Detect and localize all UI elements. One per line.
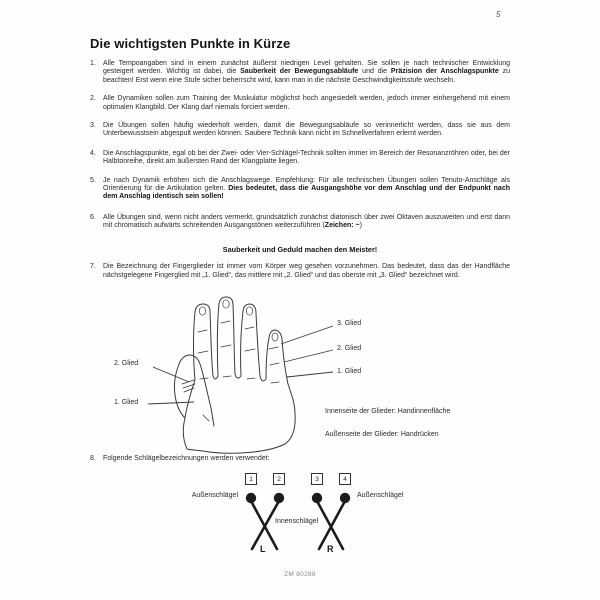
item-text [103,60,510,85]
list-item-3 [90,122,510,139]
hand-figure [90,290,510,460]
item-number: 1. [90,60,96,67]
list-item-2 [90,95,510,112]
text-segment: zu beachten! Erst wenn eine Stufe sicher beherrscht wird, kann man in die nächste Geschwindigkeitsstufe wechseln. [103,68,510,84]
mallets-illustration [90,468,510,566]
outer-mallet-label-right: Außenschlägel [357,492,404,499]
item-number: 4. [90,149,96,157]
right-hand-letter: R [327,544,334,554]
list-item-5 [90,177,510,202]
outer-mallet-label-left: Außenschlägel [191,492,238,499]
item-text: Die Übungen sollen häufig wiederholt werden, damit die Bewegungsabläufe so verinnerlicht werden, dass sie aus dem Unterbewusstsein abgespult werden können. Saubere Technik kann nicht im Schnellverfahren erlernt werden. [103,122,510,138]
item-number: 8. [90,455,96,462]
points-list [90,60,510,290]
item-text [103,214,510,231]
outer-side-note: Außenseite der Glieder: Handrücken [325,431,439,438]
text-segment-bold: Dies bedeutet, dass die Ausgangshöhe vor dem Anschlag und der Endpunkt nach dem Anschlag identisch sein sollen! [103,185,510,201]
item-text [103,177,510,202]
glied-label-left-2: 2. Glied [114,360,139,367]
catalog-number: ZM 80288 [284,571,316,578]
hand-illustration [90,290,510,460]
text-segment-bold: Zeichen: ~ [324,222,360,230]
inner-side-note: Innenseite der Glieder: Handinnenfläche [325,408,451,415]
list-item-6 [90,214,510,231]
item-text: Die Bezeichnung der Fingerglieder ist immer vom Körper weg gesehen vorzunehmen. Das bedeutet, dass das der Handfläche nächstgelegene Fingerglied mit „1. Glied“, das mittlere mit „2. Glied“ und das oberste mit „3. Glied“ bezeichnet wird. [103,263,510,279]
item-number: 3. [90,122,96,130]
mallet-number-1: 1 [245,473,257,485]
glied-label-right-3: 3. Glied [337,320,362,327]
item-number: 2. [90,95,96,103]
text-segment: ) [359,222,362,230]
text-segment-bold: Präzision der Anschlagspunkte [390,68,499,76]
list-item-1 [90,60,510,85]
text-segment: Alle Übungen sind, wenn nicht anders vermerkt, grundsätzlich zunächst diatonisch über zwei Oktaven auszuweiten und erst dann mit chromatisch aufwärts schreitenden Ausgangstönen weiterzuführen ( [103,213,510,230]
list-item-8 [90,455,510,463]
item-number: 5. [90,176,96,184]
page-title: Die wichtigsten Punkte in Kürze [90,36,291,51]
motto-heading: Sauberkeit und Geduld machen den Meister! [222,244,378,254]
mallet-number-2: 2 [273,473,285,485]
item-text: Folgende Schlägelbezeichnungen werden verwendet: [103,455,270,462]
left-hand-letter: L [260,544,266,554]
text-segment: und die [358,68,391,76]
inner-mallet-label: Innenschlägel [275,518,319,525]
text-segment: Alle Tempoangaben sind in einem zunächst äußerst niedrigen Level gehalten. Sie sollen je nach technischer Entwicklung gesteigert werden. Wichtig ist dabei, die [103,60,510,76]
item-text: Alle Dynamiken sollen zum Training der Muskulatur möglichst hoch angesiedelt werden, jedoch immer einhergehend mit einem optimalen Klangbild. Der Klang darf niemals forciert werden. [103,95,510,111]
list-item-4 [90,150,510,167]
text-segment: Je nach Dynamik erhöhen sich die Anschlagswege. Empfehlung: Für alle technischen Übungen sollen Tenuto-Anschläge als Orientierung für die Artikulation gelten. [103,176,510,193]
list-item-7 [90,263,510,280]
mallet-number-3: 3 [311,473,323,485]
item-number: 6. [90,213,96,221]
glied-label-left-1: 1. Glied [114,399,139,406]
page-number: 5 [496,10,501,19]
text-segment-bold: Sauberkeit der Bewegungsabläufe [240,68,359,76]
mallet-figure [90,468,510,566]
glied-label-right-1: 1. Glied [337,368,362,375]
mallet-number-4: 4 [339,473,351,485]
item-number: 7. [90,263,96,271]
glied-label-right-2: 2. Glied [337,345,362,352]
item-text: Die Anschlagspunkte, egal ob bei der Zwei- oder Vier-Schlägel-Technik sollten immer im Bereich der Resonanzröhren oder, bei der Halbtonreihe, direkt am äußersten Rand der Klangplatte liegen. [103,149,510,166]
